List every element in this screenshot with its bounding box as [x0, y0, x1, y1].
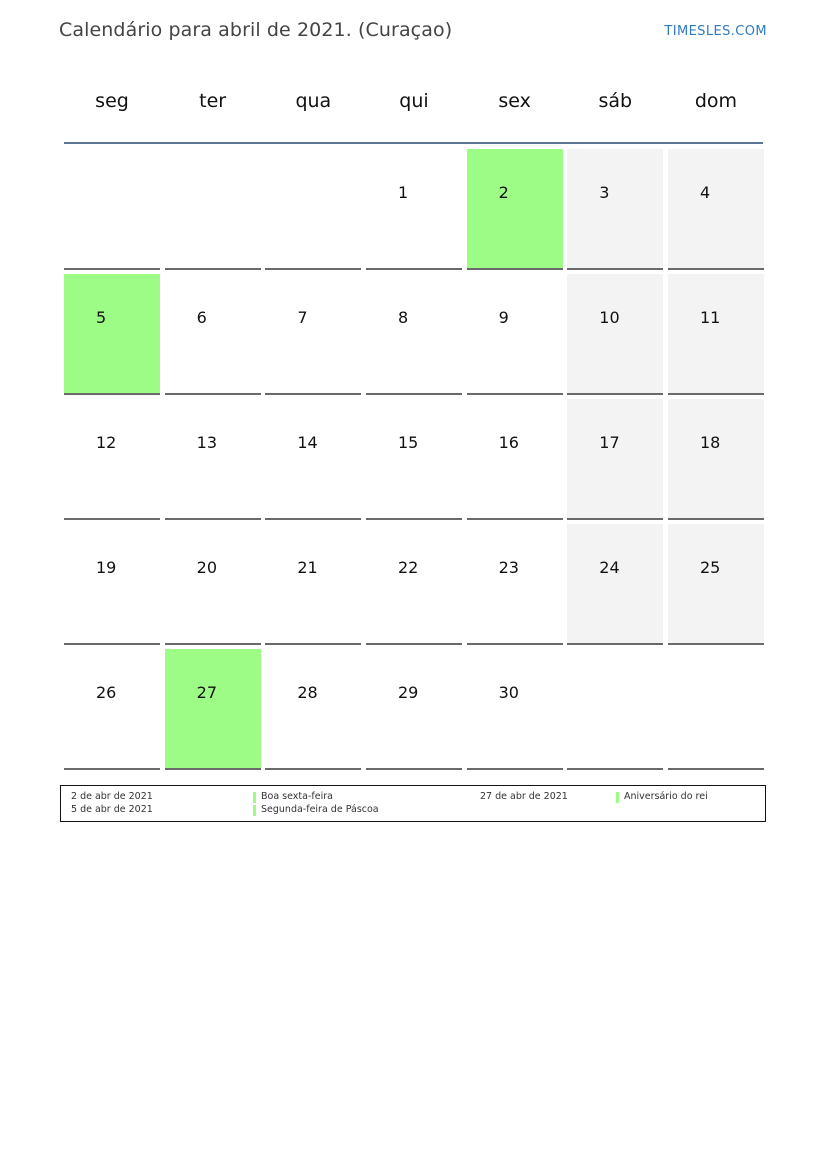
weekday-label: dom — [694, 90, 738, 112]
day-cell — [165, 399, 261, 520]
weekday-header — [64, 90, 764, 112]
weekday-label: sex — [498, 90, 531, 112]
day-number: 25 — [699, 558, 721, 577]
page-title: Calendário para abril de 2021. (Curaçao) — [59, 19, 453, 41]
legend-holiday-name: Aniversário do rei — [624, 791, 708, 802]
day-number: 9 — [498, 308, 509, 327]
weekday-label: qui — [399, 90, 429, 112]
day-number: 15 — [397, 433, 419, 452]
day-cell — [366, 274, 462, 395]
day-number: 4 — [699, 183, 711, 202]
day-cell — [467, 524, 563, 645]
day-number: 28 — [297, 683, 318, 702]
day-cell — [567, 524, 663, 645]
day-number: 13 — [196, 433, 218, 452]
day-number: 23 — [498, 558, 519, 577]
day-cell — [165, 524, 261, 645]
day-number: 21 — [297, 558, 318, 577]
day-cell — [366, 649, 462, 770]
day-number: 16 — [498, 433, 519, 452]
holiday-legend — [60, 785, 766, 822]
day-cell — [64, 649, 160, 770]
day-number: 20 — [196, 558, 218, 577]
legend-holiday-name: Segunda-feira de Páscoa — [261, 804, 379, 815]
weekday-label: sáb — [598, 90, 633, 112]
holiday-color-marker — [253, 792, 256, 803]
day-number: 12 — [96, 433, 117, 452]
day-cell — [668, 649, 764, 770]
legend-date: 2 de abr de 2021 — [71, 791, 153, 802]
day-cell — [567, 399, 663, 520]
day-number: 29 — [397, 683, 419, 702]
day-number: 18 — [699, 433, 721, 452]
day-cell — [265, 524, 361, 645]
day-cell — [165, 274, 261, 395]
legend-date: 27 de abr de 2021 — [480, 791, 568, 802]
weekday-label: ter — [199, 90, 227, 112]
day-cell — [64, 274, 160, 395]
day-number: 7 — [297, 308, 308, 327]
day-cell — [165, 149, 261, 270]
day-number: 14 — [297, 433, 318, 452]
day-cell — [366, 149, 462, 270]
day-cell — [567, 274, 663, 395]
day-cell — [265, 274, 361, 395]
day-number: 8 — [397, 308, 409, 327]
day-cell — [668, 524, 764, 645]
day-cell — [567, 649, 663, 770]
day-number: 26 — [96, 683, 117, 702]
day-number: 11 — [699, 308, 721, 327]
day-cell — [467, 399, 563, 520]
day-cell — [366, 399, 462, 520]
day-cell — [265, 649, 361, 770]
day-cell — [467, 649, 563, 770]
calendar-grid — [64, 149, 764, 770]
day-cell — [265, 149, 361, 270]
day-cell — [668, 399, 764, 520]
weekday-label: seg — [95, 90, 129, 112]
holiday-color-marker — [616, 792, 619, 803]
day-cell — [366, 524, 462, 645]
day-number: 5 — [96, 308, 107, 327]
day-number: 6 — [196, 308, 207, 327]
day-cell — [64, 399, 160, 520]
day-cell — [467, 149, 563, 270]
day-number: 1 — [397, 183, 409, 202]
day-cell — [265, 399, 361, 520]
day-number: 24 — [599, 558, 620, 577]
day-cell — [467, 274, 563, 395]
weekday-label: qua — [295, 90, 332, 112]
header-divider — [64, 142, 763, 144]
holiday-color-marker — [253, 805, 256, 816]
day-number: 27 — [196, 683, 218, 702]
day-number: 19 — [96, 558, 117, 577]
day-cell — [165, 649, 261, 770]
day-cell — [668, 149, 764, 270]
day-number: 30 — [498, 683, 519, 702]
day-cell — [64, 524, 160, 645]
day-cell — [567, 149, 663, 270]
day-number: 22 — [397, 558, 419, 577]
day-number: 3 — [599, 183, 610, 202]
day-number: 2 — [498, 183, 509, 202]
day-number: 17 — [599, 433, 620, 452]
legend-date: 5 de abr de 2021 — [71, 804, 153, 815]
legend-holiday-name: Boa sexta-feira — [261, 791, 333, 802]
day-cell — [64, 149, 160, 270]
brand-link[interactable]: TIMESLES.COM — [664, 24, 767, 39]
day-cell — [668, 274, 764, 395]
day-number: 10 — [599, 308, 620, 327]
